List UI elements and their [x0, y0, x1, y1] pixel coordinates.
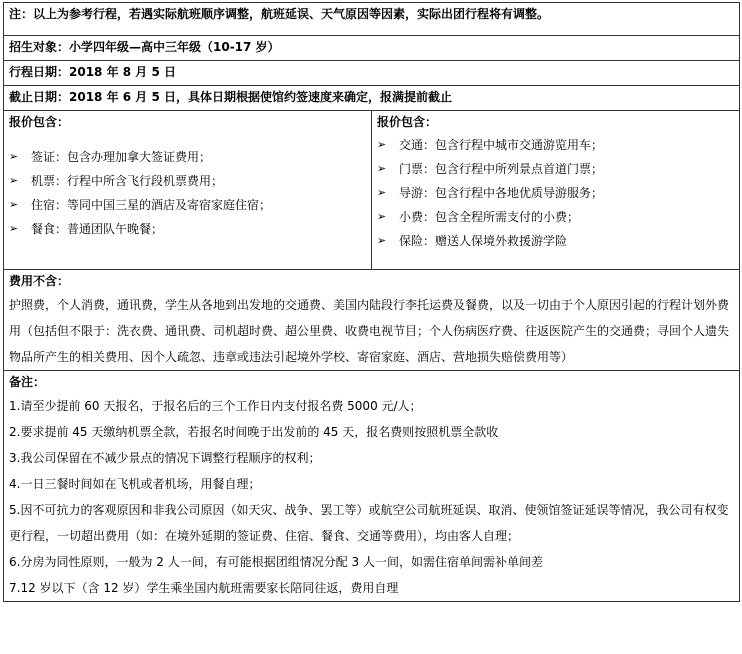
- arrow-bullet-icon: ➢: [377, 162, 387, 175]
- remark-item: 2.要求提前 45 天缴纳机票全款，若报名时间晚于出发前的 45 天，报名费则按照机票全款收: [9, 425, 499, 439]
- arrow-bullet-icon: ➢: [9, 222, 19, 235]
- list-item: [377, 205, 734, 229]
- arrow-bullet-icon: ➢: [9, 174, 19, 187]
- remark-item: 7.12 岁以下（含 12 岁）学生乘坐国内航班需要家长陪同往返，费用自理: [9, 581, 399, 595]
- arrow-bullet-icon: ➢: [9, 150, 19, 163]
- note-row: [4, 3, 740, 36]
- excluded-body: 护照费，个人消费，通讯费，学生从各地到出发地的交通费、美国内陆段行李托运费及餐费，以及一切由于个人原因引起的行程计划外费用（包括但不限于：洗衣费、通讯费、司机超时费、超公里费、收费电视节目；个人伤病医疗费、往返医院产生的交通费；寻回个人遗失物品所产生的相关费用、因个人疏忽、违章或违法引起境外学校、寄宿家庭、酒店、营地损失赔偿费用等）: [9, 298, 730, 364]
- arrow-bullet-icon: ➢: [9, 198, 19, 211]
- list-item-text: 住宿：等同中国三星的酒店及寄宿家庭住宿；: [31, 198, 272, 212]
- included-right-title: 报价包含：: [377, 115, 438, 129]
- note-text: 注：以上为参考行程，若遇实际航班顺序调整，航班延误、天气原因等因素，实际出团行程将有调整。: [4, 3, 740, 36]
- included-right-cell: [372, 111, 740, 270]
- list-item: [377, 229, 734, 253]
- remark-item: 3.我公司保留在不减少景点的情况下调整行程顺序的权利；: [9, 451, 321, 465]
- excluded-title: 费用不含：: [9, 274, 70, 288]
- list-item: [377, 181, 734, 205]
- deadline-row: [4, 86, 740, 111]
- list-item-text: 小费：包含全程所需支付的小费；: [399, 210, 580, 224]
- list-item: [9, 193, 366, 217]
- list-item: [377, 157, 734, 181]
- excluded-cell: [4, 270, 740, 371]
- remarks-cell: [4, 371, 740, 602]
- list-item: [9, 169, 366, 193]
- list-item: [9, 217, 366, 241]
- list-item-text: 签证：包含办理加拿大签证费用；: [31, 150, 212, 164]
- list-item-text: 保险：赠送人保境外救援游学险: [399, 234, 568, 248]
- arrow-bullet-icon: ➢: [377, 234, 387, 247]
- included-row: [4, 111, 740, 270]
- list-item: [9, 145, 366, 169]
- included-left-cell: [4, 111, 372, 270]
- remark-item: 4.一日三餐时间如在飞机或者机场，用餐自理；: [9, 477, 261, 491]
- itinerary-table: [3, 2, 740, 602]
- list-item-text: 机票：行程中所含飞行段机票费用；: [31, 174, 224, 188]
- arrow-bullet-icon: ➢: [377, 138, 387, 151]
- trip-date-row: [4, 61, 740, 86]
- excluded-row: [4, 270, 740, 371]
- remarks-title: 备注：: [9, 375, 46, 389]
- list-item-text: 导游：包含行程中各地优质导游服务；: [399, 186, 604, 200]
- trip-date-text: 行程日期：2018 年 8 月 5 日: [4, 61, 740, 86]
- list-item: [377, 133, 734, 157]
- remark-item: 5.因不可抗力的客观原因和非我公司原因（如天灾、战争、罢工等）或航空公司航班延误、取消、使领馆签证延误等情况，我公司有权变更行程，一切超出费用（如：在境外延期的签证费、住宿、餐食、交通等费用），均由客人自理；: [9, 503, 729, 543]
- remark-item: 1.请至少提前 60 天报名，于报名后的三个工作日内支付报名费 5000 元/人；: [9, 399, 422, 413]
- enrollment-text: 招生对象：小学四年级—高中三年级（10-17 岁）: [4, 36, 740, 61]
- arrow-bullet-icon: ➢: [377, 210, 387, 223]
- arrow-bullet-icon: ➢: [377, 186, 387, 199]
- list-item-text: 交通：包含行程中城市交通游览用车；: [399, 138, 604, 152]
- remark-item: 6.分房为同性原则，一般为 2 人一间，有可能根据团组情况分配 3 人一间，如需住宿单间需补单间差: [9, 555, 543, 569]
- deadline-text: 截止日期：2018 年 6 月 5 日，具体日期根据使馆约签速度来确定，报满提前截止: [4, 86, 740, 111]
- remarks-row: [4, 371, 740, 602]
- enrollment-row: [4, 36, 740, 61]
- included-left-title: 报价包含：: [9, 115, 70, 129]
- list-item-text: 门票：包含行程中所列景点首道门票；: [399, 162, 604, 176]
- list-item-text: 餐食：普通团队午晚餐；: [31, 222, 164, 236]
